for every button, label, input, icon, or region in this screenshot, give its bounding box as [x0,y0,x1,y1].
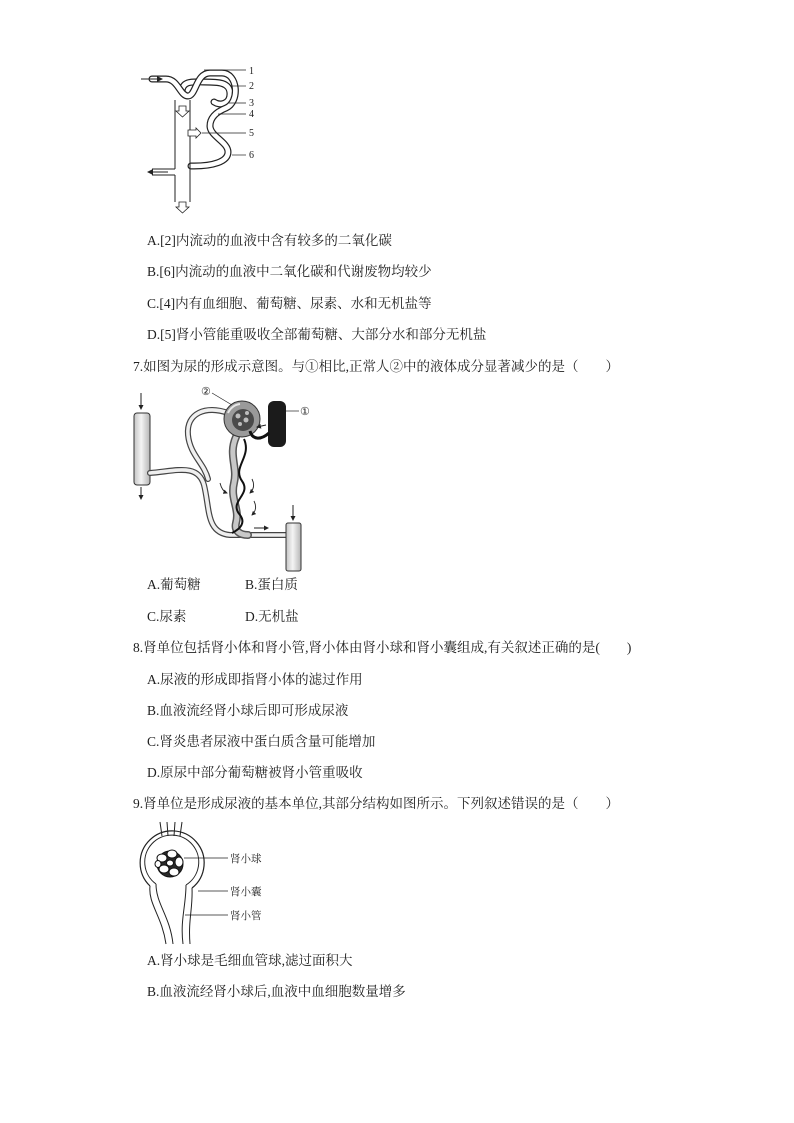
capillary-loop [175,857,183,867]
leader-line-2 [212,393,232,405]
q9-option-a: A.肾小球是毛细血管球,滤过面积大 [147,953,353,968]
figure-leader-lines [184,858,228,915]
figure-label-4: 4 [249,109,254,120]
capillary-loop [167,860,174,866]
connecting-vessel-lumen [150,470,286,535]
proximal-tubule-outline [188,410,228,479]
flow-arrow-icon [252,501,256,515]
figure-label-6: 6 [249,150,254,161]
q7-option-b: B.蛋白质 [245,577,298,592]
glomerulus-loop [236,414,241,419]
figure-label-tubule: 肾小管 [230,911,262,922]
q7-stem: 7.如图为尿的形成示意图。与①相比,正常人②中的液体成分显著减少的是（ ） [133,359,619,374]
q8-option-d: D.原尿中部分葡萄糖被肾小管重吸收 [147,765,363,780]
q6-option-c: C.[4]内有血细胞、葡萄糖、尿素、水和无机盐等 [147,296,432,311]
capillary-loop [167,850,177,858]
figure-label-5: 5 [249,128,254,139]
renal-tubule [150,884,192,944]
glomerulus-core [232,409,254,431]
q8-option-c: C.肾炎患者尿液中蛋白质含量可能增加 [147,734,376,749]
down-arrow-icon [176,202,189,213]
dark-blood-vessel [268,401,286,447]
q9-option-b: B.血液流经肾小球后,血液中血细胞数量增多 [147,984,406,999]
connecting-vessel [150,470,286,535]
q8-option-a: A.尿液的形成即指肾小体的滤过作用 [147,672,363,687]
q7-option-c: C.尿素 [147,609,187,624]
capillary-loop [169,868,179,876]
figure-label-circled-2: ② [201,386,211,398]
figure-label-3: 3 [249,98,254,109]
vessel-wall [160,822,162,836]
vessel-wall [167,822,168,836]
figure-label-2: 2 [249,81,254,92]
q7-option-a: A.葡萄糖 [147,577,201,592]
q6-option-a: A.[2]内流动的血液中含有较多的二氧化碳 [147,233,392,248]
afferent-efferent-vessels [160,822,182,836]
tubule-wall [150,886,166,944]
capillary-loop [155,861,161,868]
vessel-wall [174,822,175,836]
figure-label-glomerulus: 肾小球 [230,854,262,865]
nephron-structure-figure [128,822,278,944]
tubule-wall [190,888,193,944]
urine-formation-figure [128,383,323,575]
q6-option-b: B.[6]内流动的血液中二氧化碳和代谢废物均较少 [147,264,432,279]
q8-stem: 8.肾单位包括肾小体和肾小管,肾小体由肾小球和肾小囊组成,有关叙述正确的是( ) [133,640,632,655]
proximal-tubule [188,410,228,479]
vessel-wall [180,822,182,836]
glomerulus-loop [244,418,249,423]
right-blood-vessel [286,523,301,571]
figure-label-1: 1 [249,66,254,77]
figure-label-capsule: 肾小囊 [230,887,262,898]
nephron-schematic-figure [138,62,270,214]
q7-option-d: D.无机盐 [245,609,299,624]
connecting-vessel-outline [150,470,286,535]
glomerulus-loop [238,422,242,426]
figure-label-circled-1: ① [300,406,310,418]
q6-option-d: D.[5]肾小管能重吸收全部葡萄糖、大部分水和部分无机盐 [147,327,487,342]
q8-option-b: B.血液流经肾小球后即可形成尿液 [147,703,349,718]
flow-arrow-icon [220,483,227,493]
glomerulus-loop [245,411,249,415]
down-arrow-icon [176,106,189,117]
flow-arrow-icon [250,479,254,493]
q9-stem: 9.肾单位是形成尿液的基本单位,其部分结构如图所示。下列叙述错误的是（ ） [133,796,619,811]
glomerulus [224,401,260,437]
glomerulus [155,850,183,877]
tubule-wall [182,885,186,944]
